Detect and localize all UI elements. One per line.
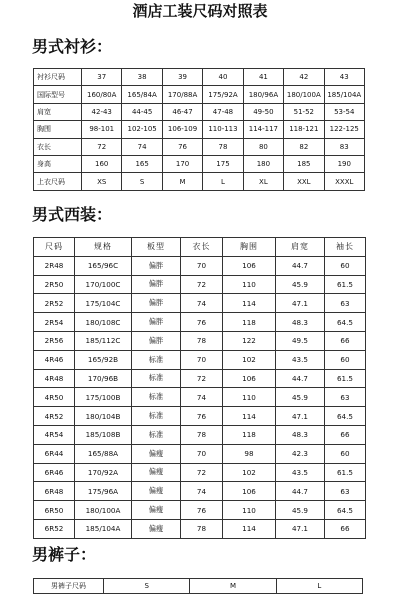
table-cell: 185/112C: [75, 331, 132, 350]
table-cell: 98: [223, 444, 276, 463]
table-row: [34, 425, 366, 444]
table-cell: 48.3: [276, 313, 325, 332]
table-cell: 2R52: [34, 294, 75, 313]
table-cell: 76: [181, 407, 223, 426]
table-cell: 2R54: [34, 313, 75, 332]
table-cell: 110: [223, 388, 276, 407]
table-cell: 70: [181, 256, 223, 275]
table-row: [34, 294, 366, 313]
table-cell: 偏胖: [132, 313, 181, 332]
table-cell: 102-105: [122, 121, 162, 138]
table-cell: 72: [82, 138, 122, 155]
table-row: [34, 103, 365, 120]
table-row: [34, 138, 365, 155]
table-cell: 39: [162, 69, 202, 86]
table-cell: 114: [223, 407, 276, 426]
table-cell: 6R44: [34, 444, 75, 463]
table-row: [34, 256, 366, 275]
table-cell: 44.7: [276, 482, 325, 501]
table-row: [34, 482, 366, 501]
column-header: 袖长: [325, 238, 366, 257]
table-cell: 2R48: [34, 256, 75, 275]
table-cell: 2R56: [34, 331, 75, 350]
table-cell: 64.5: [325, 313, 366, 332]
table-cell: 114: [223, 294, 276, 313]
table-cell: 74: [122, 138, 162, 155]
table-cell: 偏瘦: [132, 519, 181, 538]
table-cell: 53-54: [324, 103, 364, 120]
suit-section-heading: 男式西装：: [32, 205, 113, 224]
table-row: [34, 331, 366, 350]
table-cell: 180/100A: [284, 86, 324, 103]
table-cell: 偏瘦: [132, 501, 181, 520]
table-cell: 64.5: [325, 501, 366, 520]
table-cell: 4R54: [34, 425, 75, 444]
row-label: 肩宽: [34, 103, 82, 120]
table-cell: 110-113: [203, 121, 243, 138]
table-cell: 190: [324, 155, 364, 172]
table-cell: 175/100B: [75, 388, 132, 407]
table-cell: 47-48: [203, 103, 243, 120]
table-cell: 122-125: [324, 121, 364, 138]
table-cell: 106-109: [162, 121, 202, 138]
table-cell: 偏瘦: [132, 482, 181, 501]
table-cell: 74: [181, 388, 223, 407]
table-cell: 44-45: [122, 103, 162, 120]
table-cell: 61.5: [325, 463, 366, 482]
table-cell: 45.9: [276, 388, 325, 407]
table-row: [34, 69, 365, 86]
table-cell: 165: [122, 155, 162, 172]
table-cell: 80: [243, 138, 283, 155]
table-cell: 175: [203, 155, 243, 172]
table-cell: 66: [325, 331, 366, 350]
table-cell: 180/100A: [75, 501, 132, 520]
table-cell: 标准: [132, 350, 181, 369]
table-row: [34, 444, 366, 463]
table-cell: 63: [325, 388, 366, 407]
table-cell: 180/104B: [75, 407, 132, 426]
table-cell: 185/108B: [75, 425, 132, 444]
row-label: 上衣尺码: [34, 173, 82, 190]
table-cell: 76: [181, 501, 223, 520]
table-cell: 66: [325, 519, 366, 538]
table-cell: 160/80A: [82, 86, 122, 103]
table-cell: 47.1: [276, 519, 325, 538]
table-cell: 44.7: [276, 369, 325, 388]
table-cell: 185/104A: [324, 86, 364, 103]
table-row: [34, 121, 365, 138]
table-row: [34, 369, 366, 388]
table-cell: 63: [325, 482, 366, 501]
table-cell: 偏胖: [132, 275, 181, 294]
table-cell: 106: [223, 482, 276, 501]
table-cell: 66: [325, 425, 366, 444]
table-cell: 45.9: [276, 501, 325, 520]
table-cell: 标准: [132, 407, 181, 426]
table-cell: 72: [181, 369, 223, 388]
table-cell: 偏瘦: [132, 444, 181, 463]
table-cell: 180/96A: [243, 86, 283, 103]
pants-section-heading: 男裤子：: [32, 545, 97, 564]
table-cell: XL: [243, 173, 283, 190]
table-cell: 60: [325, 444, 366, 463]
table-cell: 42: [284, 69, 324, 86]
table-cell: 61.5: [325, 369, 366, 388]
table-cell: XS: [82, 173, 122, 190]
table-cell: 4R52: [34, 407, 75, 426]
table-cell: 170/88A: [162, 86, 202, 103]
table-cell: 165/96C: [75, 256, 132, 275]
table-cell: 标准: [132, 369, 181, 388]
table-cell: 4R48: [34, 369, 75, 388]
table-cell: 46-47: [162, 103, 202, 120]
table-cell: 偏胖: [132, 331, 181, 350]
row-label: 胸围: [34, 121, 82, 138]
table-cell: 175/92A: [203, 86, 243, 103]
column-header: 肩宽: [276, 238, 325, 257]
table-cell: 118: [223, 425, 276, 444]
table-cell: 74: [181, 482, 223, 501]
table-cell: 114: [223, 519, 276, 538]
table-cell: 2R50: [34, 275, 75, 294]
table-cell: 37: [82, 69, 122, 86]
suit-size-table: [33, 237, 366, 539]
table-cell: 165/84A: [122, 86, 162, 103]
table-cell: 76: [162, 138, 202, 155]
table-cell: XXL: [284, 173, 324, 190]
table-cell: 114-117: [243, 121, 283, 138]
table-cell: 78: [203, 138, 243, 155]
table-cell: 74: [181, 294, 223, 313]
table-cell: 63: [325, 294, 366, 313]
table-cell: 70: [181, 444, 223, 463]
table-cell: 170/100C: [75, 275, 132, 294]
table-cell: 标准: [132, 388, 181, 407]
table-cell: 43.5: [276, 350, 325, 369]
table-cell: 43.5: [276, 463, 325, 482]
table-cell: 78: [181, 425, 223, 444]
table-cell: 118-121: [284, 121, 324, 138]
table-cell: 38: [122, 69, 162, 86]
table-cell: 60: [325, 256, 366, 275]
table-cell: 6R48: [34, 482, 75, 501]
table-cell: 47.1: [276, 407, 325, 426]
table-cell: 165/88A: [75, 444, 132, 463]
table-cell: 标准: [132, 425, 181, 444]
table-cell: 42.3: [276, 444, 325, 463]
table-cell: 6R50: [34, 501, 75, 520]
row-label: 男裤子尺码: [34, 579, 104, 594]
table-cell: 110: [223, 501, 276, 520]
table-cell: 4R50: [34, 388, 75, 407]
table-cell: 106: [223, 256, 276, 275]
table-cell: 106: [223, 369, 276, 388]
table-cell: 43: [324, 69, 364, 86]
table-cell: 110: [223, 275, 276, 294]
table-cell: 180: [243, 155, 283, 172]
table-row: [34, 501, 366, 520]
row-label: 国际型号: [34, 86, 82, 103]
table-cell: 170: [162, 155, 202, 172]
table-cell: 64.5: [325, 407, 366, 426]
table-header-row: [34, 238, 366, 257]
table-cell: 40: [203, 69, 243, 86]
table-row: [34, 407, 366, 426]
table-cell: 4R46: [34, 350, 75, 369]
table-cell: 61.5: [325, 275, 366, 294]
table-cell: 70: [181, 350, 223, 369]
table-cell: 47.1: [276, 294, 325, 313]
table-cell: 44.7: [276, 256, 325, 275]
table-cell: 122: [223, 331, 276, 350]
table-cell: XXXL: [324, 173, 364, 190]
shirt-size-table: [33, 68, 365, 191]
table-cell: 6R52: [34, 519, 75, 538]
table-cell: 118: [223, 313, 276, 332]
table-row: [34, 313, 366, 332]
table-cell: 180/108C: [75, 313, 132, 332]
column-header: 尺码: [34, 238, 75, 257]
table-cell: 49-50: [243, 103, 283, 120]
table-cell: 60: [325, 350, 366, 369]
shirt-section-heading: 男式衬衫：: [32, 37, 113, 56]
table-cell: 51-52: [284, 103, 324, 120]
row-label: 衬衫尺码: [34, 69, 82, 86]
table-cell: 偏瘦: [132, 463, 181, 482]
table-cell: 82: [284, 138, 324, 155]
table-cell: S: [104, 579, 190, 594]
table-cell: 72: [181, 275, 223, 294]
table-cell: 6R46: [34, 463, 75, 482]
table-row: [34, 86, 365, 103]
row-label: 衣长: [34, 138, 82, 155]
table-cell: 175/104C: [75, 294, 132, 313]
table-cell: 160: [82, 155, 122, 172]
table-row: [34, 350, 366, 369]
table-row: [34, 519, 366, 538]
column-header: 板型: [132, 238, 181, 257]
table-cell: 185: [284, 155, 324, 172]
table-cell: 165/92B: [75, 350, 132, 369]
table-cell: 185/104A: [75, 519, 132, 538]
table-cell: 78: [181, 331, 223, 350]
table-cell: 83: [324, 138, 364, 155]
table-cell: S: [122, 173, 162, 190]
table-row: [34, 155, 365, 172]
table-row: [34, 275, 366, 294]
table-cell: 45.9: [276, 275, 325, 294]
table-cell: 102: [223, 463, 276, 482]
table-cell: 98-101: [82, 121, 122, 138]
table-cell: 175/96A: [75, 482, 132, 501]
table-row: [34, 579, 363, 594]
table-cell: L: [203, 173, 243, 190]
table-row: [34, 388, 366, 407]
table-cell: 102: [223, 350, 276, 369]
table-cell: 78: [181, 519, 223, 538]
table-cell: 72: [181, 463, 223, 482]
table-cell: L: [276, 579, 362, 594]
row-label: 身高: [34, 155, 82, 172]
table-cell: 偏胖: [132, 256, 181, 275]
table-cell: 48.3: [276, 425, 325, 444]
page-title: 酒店工装尺码对照表: [132, 2, 268, 20]
table-cell: M: [190, 579, 276, 594]
table-row: [34, 463, 366, 482]
column-header: 胸围: [223, 238, 276, 257]
table-cell: M: [162, 173, 202, 190]
table-cell: 偏胖: [132, 294, 181, 313]
column-header: 衣长: [181, 238, 223, 257]
table-cell: 76: [181, 313, 223, 332]
column-header: 规格: [75, 238, 132, 257]
table-cell: 170/92A: [75, 463, 132, 482]
table-cell: 42-43: [82, 103, 122, 120]
table-cell: 170/96B: [75, 369, 132, 388]
table-cell: 49.5: [276, 331, 325, 350]
table-row: [34, 173, 365, 190]
table-cell: 41: [243, 69, 283, 86]
pants-size-table: [33, 578, 363, 594]
